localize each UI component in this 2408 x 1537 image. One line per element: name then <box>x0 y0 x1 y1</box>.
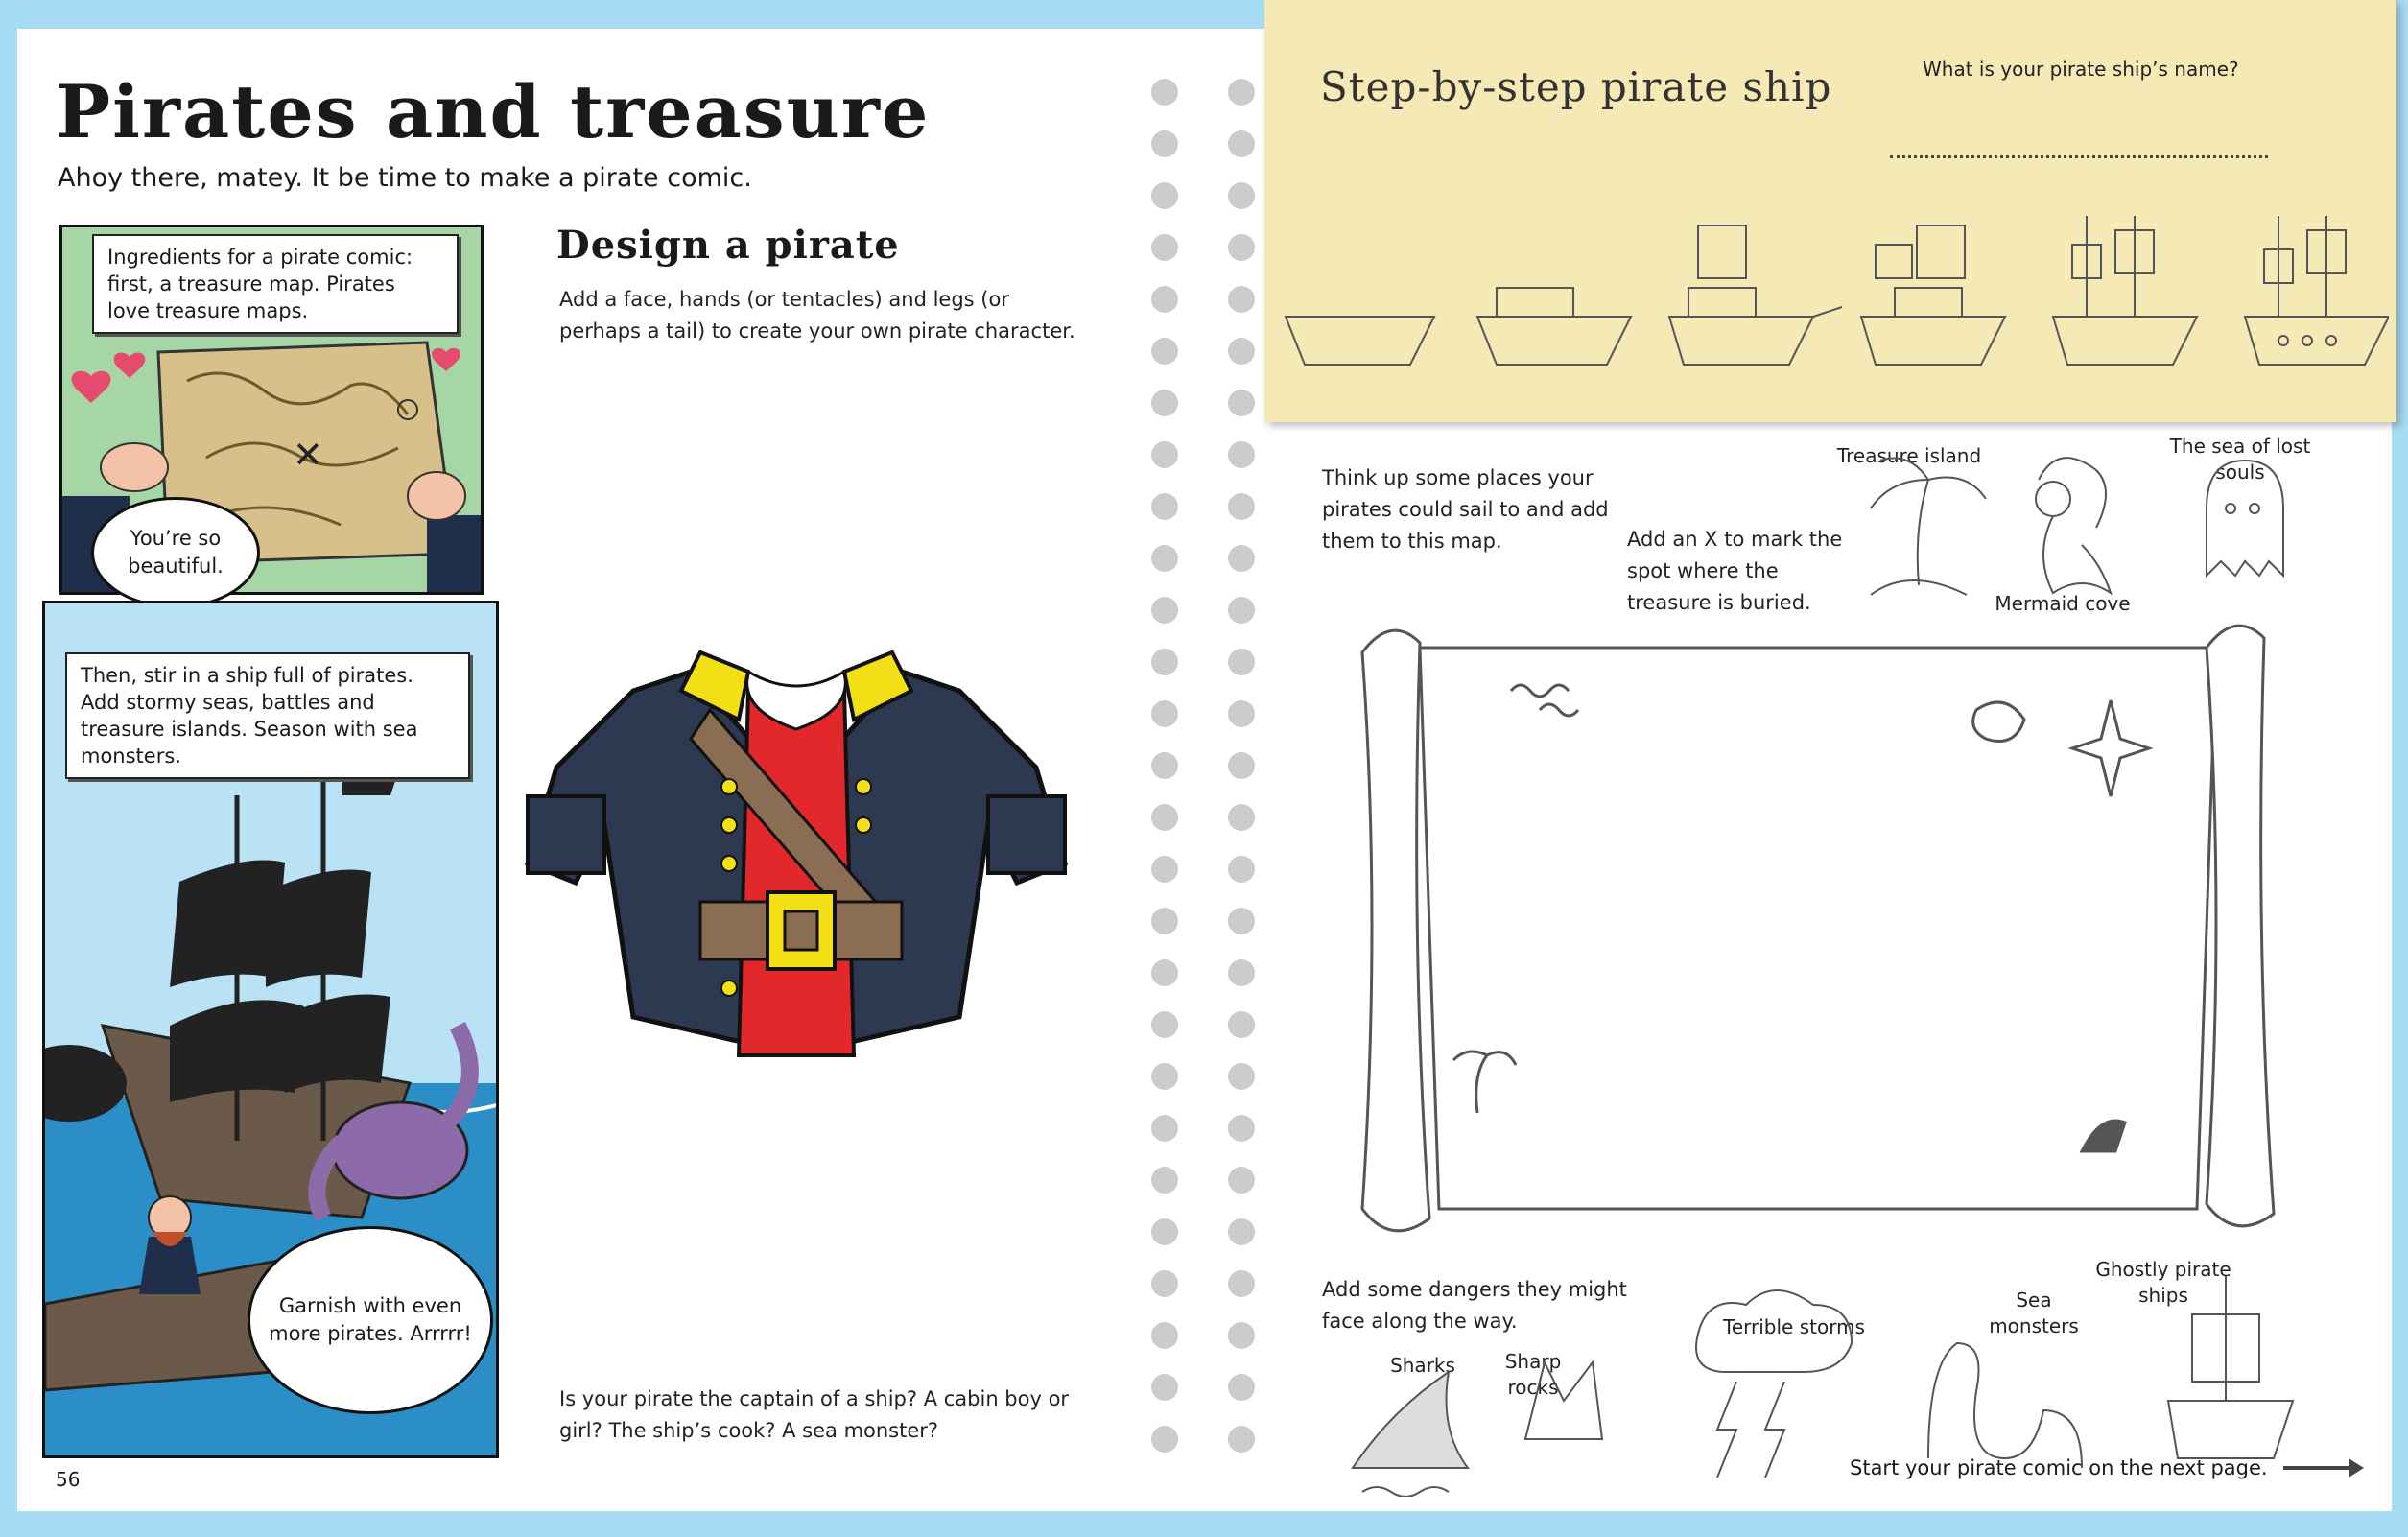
speech-bubble-2: Garnish with even more pirates. Arrrrr! <box>248 1226 493 1414</box>
comic-caption-1: Ingredients for a pirate comic: first, a treasure map. Pirates love treasure maps. <box>92 234 459 334</box>
label-sea-monsters: Sea monsters <box>1989 1289 2079 1337</box>
label-sharks: Sharks <box>1390 1354 1455 1377</box>
design-question: Is your pirate the captain of a ship? A cabin boy or girl? The ship’s cook? A sea monster? <box>559 1387 1070 1442</box>
comic-caption-2: Then, stir in a ship full of pirates. Add stormy seas, battles and treasure islands. Season with sea monsters. <box>65 652 470 779</box>
label-mermaid-cove: Mermaid cove <box>1995 592 2131 615</box>
page-title: Pirates and treasure <box>56 69 931 154</box>
ship-name-line[interactable] <box>1890 155 2268 158</box>
svg-text:✕: ✕ <box>293 434 323 476</box>
label-terrible-storms: Terrible storms <box>1723 1315 1865 1338</box>
map-place-doodles <box>1823 432 2322 614</box>
ship-steps-illustration <box>1276 216 2389 379</box>
footer-text: Start your pirate comic on the next page. <box>1850 1456 2268 1479</box>
pirate-coat-illustration <box>518 633 1074 1065</box>
design-instructions: Add a face, hands (or tentacles) and legs (or perhaps a tail) to create your own pirate character. <box>559 288 1075 343</box>
label-sharp-rocks: Sharp rocks <box>1504 1350 1562 1399</box>
arrow-head-icon <box>2349 1458 2364 1478</box>
speech-bubble-1: You’re so beautiful. <box>91 497 260 608</box>
design-heading: Design a pirate <box>556 223 900 268</box>
ship-heading: Step-by-step pirate ship <box>1320 63 1832 110</box>
next-page-arrow-icon[interactable] <box>2283 1466 2350 1470</box>
label-treasure-island: Treasure island <box>1836 444 1982 467</box>
treasure-map-scroll[interactable] <box>1353 595 2302 1247</box>
label-lost-souls: The sea of lost souls <box>2169 435 2311 484</box>
page-intro: Ahoy there, matey. It be time to make a pirate comic. <box>58 163 752 193</box>
label-ghostly-ships: Ghostly pirate ships <box>2095 1258 2231 1307</box>
map-intro: Think up some places your pirates could sail to and add them to this map. <box>1322 466 1609 553</box>
map-x-note: Add an X to mark the spot where the treasure is buried. <box>1627 528 1843 614</box>
page-number: 56 <box>56 1468 81 1491</box>
ship-name-prompt: What is your pirate ship’s name? <box>1923 58 2239 81</box>
dangers-intro: Add some dangers they might face along the way. <box>1322 1278 1627 1333</box>
